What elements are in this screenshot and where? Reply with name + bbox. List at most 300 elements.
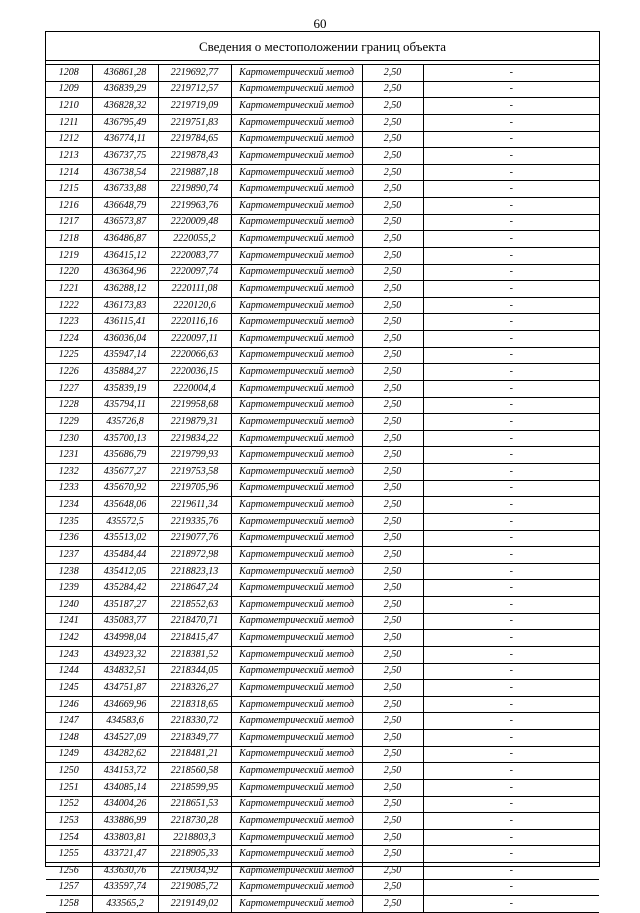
table-row [46, 231, 599, 248]
description-cell: - [423, 397, 599, 414]
y-coordinate-cell: 2219712,57 [158, 81, 231, 98]
y-coordinate-cell: 2219751,83 [158, 114, 231, 131]
y-coordinate-cell: 2219878,43 [158, 148, 231, 165]
description-cell: - [423, 713, 599, 730]
table-row [46, 247, 599, 264]
method-cell: Картометрический метод [231, 696, 362, 713]
table-row [46, 663, 599, 680]
method-cell: Картометрический метод [231, 414, 362, 431]
description-cell: - [423, 148, 599, 165]
description-cell: - [423, 630, 599, 647]
x-coordinate-cell: 433803,81 [92, 829, 158, 846]
table-row [46, 98, 599, 115]
table-row [46, 530, 599, 547]
description-cell: - [423, 430, 599, 447]
document-frame [45, 31, 600, 910]
accuracy-cell: 2,50 [362, 364, 423, 381]
point-number-cell: 1215 [46, 181, 92, 198]
method-cell: Картометрический метод [231, 547, 362, 564]
table-row [46, 430, 599, 447]
y-coordinate-cell: 2220004,4 [158, 380, 231, 397]
y-coordinate-cell: 2218905,33 [158, 846, 231, 863]
x-coordinate-cell: 433886,99 [92, 813, 158, 830]
method-cell: Картометрический метод [231, 380, 362, 397]
table-row [46, 863, 599, 880]
y-coordinate-cell: 2219958,68 [158, 397, 231, 414]
method-cell: Картометрический метод [231, 863, 362, 880]
accuracy-cell: 2,50 [362, 464, 423, 481]
x-coordinate-cell: 436737,75 [92, 148, 158, 165]
accuracy-cell: 2,50 [362, 563, 423, 580]
point-number-cell: 1236 [46, 530, 92, 547]
table-row [46, 630, 599, 647]
point-number-cell: 1224 [46, 331, 92, 348]
y-coordinate-cell: 2218552,63 [158, 597, 231, 614]
y-coordinate-cell: 2219963,76 [158, 198, 231, 215]
accuracy-cell: 2,50 [362, 480, 423, 497]
description-cell: - [423, 563, 599, 580]
table-row [46, 480, 599, 497]
accuracy-cell: 2,50 [362, 779, 423, 796]
table-row [46, 497, 599, 514]
table-row [46, 131, 599, 148]
description-cell: - [423, 513, 599, 530]
y-coordinate-cell: 2218344,05 [158, 663, 231, 680]
description-cell: - [423, 813, 599, 830]
description-cell: - [423, 447, 599, 464]
accuracy-cell: 2,50 [362, 696, 423, 713]
description-cell: - [423, 247, 599, 264]
table-row [46, 281, 599, 298]
y-coordinate-cell: 2219879,31 [158, 414, 231, 431]
y-coordinate-cell: 2218560,58 [158, 763, 231, 780]
method-cell: Картометрический метод [231, 148, 362, 165]
point-number-cell: 1247 [46, 713, 92, 730]
coordinates-table-wrapper [46, 64, 599, 913]
x-coordinate-cell: 436774,11 [92, 131, 158, 148]
y-coordinate-cell: 2219034,92 [158, 863, 231, 880]
method-cell: Картометрический метод [231, 198, 362, 215]
x-coordinate-cell: 434583,6 [92, 713, 158, 730]
point-number-cell: 1214 [46, 164, 92, 181]
method-cell: Картометрический метод [231, 763, 362, 780]
point-number-cell: 1220 [46, 264, 92, 281]
point-number-cell: 1212 [46, 131, 92, 148]
method-cell: Картометрический метод [231, 713, 362, 730]
method-cell: Картометрический метод [231, 846, 362, 863]
table-row [46, 464, 599, 481]
x-coordinate-cell: 434153,72 [92, 763, 158, 780]
y-coordinate-cell: 2220009,48 [158, 214, 231, 231]
y-coordinate-cell: 2219077,76 [158, 530, 231, 547]
description-cell: - [423, 314, 599, 331]
table-row [46, 397, 599, 414]
point-number-cell: 1258 [46, 896, 92, 913]
accuracy-cell: 2,50 [362, 597, 423, 614]
y-coordinate-cell: 2220097,11 [158, 331, 231, 348]
description-cell: - [423, 414, 599, 431]
method-cell: Картометрический метод [231, 264, 362, 281]
point-number-cell: 1228 [46, 397, 92, 414]
table-row [46, 347, 599, 364]
method-cell: Картометрический метод [231, 247, 362, 264]
accuracy-cell: 2,50 [362, 164, 423, 181]
point-number-cell: 1221 [46, 281, 92, 298]
x-coordinate-cell: 435947,14 [92, 347, 158, 364]
accuracy-cell: 2,50 [362, 331, 423, 348]
x-coordinate-cell: 434527,09 [92, 730, 158, 747]
accuracy-cell: 2,50 [362, 896, 423, 913]
table-row [46, 164, 599, 181]
accuracy-cell: 2,50 [362, 447, 423, 464]
method-cell: Картометрический метод [231, 397, 362, 414]
x-coordinate-cell: 434751,87 [92, 680, 158, 697]
accuracy-cell: 2,50 [362, 81, 423, 98]
point-number-cell: 1242 [46, 630, 92, 647]
y-coordinate-cell: 2219611,34 [158, 497, 231, 514]
point-number-cell: 1225 [46, 347, 92, 364]
description-cell: - [423, 796, 599, 813]
y-coordinate-cell: 2220055,2 [158, 231, 231, 248]
x-coordinate-cell: 434085,14 [92, 779, 158, 796]
y-coordinate-cell: 2218599,95 [158, 779, 231, 796]
table-row [46, 696, 599, 713]
x-coordinate-cell: 434923,32 [92, 646, 158, 663]
table-row [46, 779, 599, 796]
y-coordinate-cell: 2218730,28 [158, 813, 231, 830]
table-row [46, 297, 599, 314]
x-coordinate-cell: 434669,96 [92, 696, 158, 713]
description-cell: - [423, 281, 599, 298]
table-row [46, 813, 599, 830]
x-coordinate-cell: 435794,11 [92, 397, 158, 414]
description-cell: - [423, 763, 599, 780]
description-cell: - [423, 863, 599, 880]
description-cell: - [423, 696, 599, 713]
y-coordinate-cell: 2219784,65 [158, 131, 231, 148]
description-cell: - [423, 896, 599, 913]
description-cell: - [423, 364, 599, 381]
point-number-cell: 1223 [46, 314, 92, 331]
accuracy-cell: 2,50 [362, 214, 423, 231]
y-coordinate-cell: 2220066,63 [158, 347, 231, 364]
table-row [46, 380, 599, 397]
accuracy-cell: 2,50 [362, 380, 423, 397]
y-coordinate-cell: 2220097,74 [158, 264, 231, 281]
point-number-cell: 1237 [46, 547, 92, 564]
table-row [46, 730, 599, 747]
method-cell: Картометрический метод [231, 896, 362, 913]
x-coordinate-cell: 436364,96 [92, 264, 158, 281]
method-cell: Картометрический метод [231, 231, 362, 248]
method-cell: Картометрический метод [231, 796, 362, 813]
x-coordinate-cell: 435677,27 [92, 464, 158, 481]
x-coordinate-cell: 435284,42 [92, 580, 158, 597]
method-cell: Картометрический метод [231, 364, 362, 381]
description-cell: - [423, 331, 599, 348]
x-coordinate-cell: 436288,12 [92, 281, 158, 298]
x-coordinate-cell: 433565,2 [92, 896, 158, 913]
accuracy-cell: 2,50 [362, 846, 423, 863]
y-coordinate-cell: 2219085,72 [158, 879, 231, 896]
description-cell: - [423, 779, 599, 796]
accuracy-cell: 2,50 [362, 497, 423, 514]
method-cell: Картометрический метод [231, 98, 362, 115]
table-row [46, 563, 599, 580]
point-number-cell: 1246 [46, 696, 92, 713]
y-coordinate-cell: 2219149,02 [158, 896, 231, 913]
accuracy-cell: 2,50 [362, 181, 423, 198]
method-cell: Картометрический метод [231, 81, 362, 98]
table-row [46, 713, 599, 730]
table-row [46, 763, 599, 780]
description-cell: - [423, 198, 599, 215]
y-coordinate-cell: 2218326,27 [158, 680, 231, 697]
x-coordinate-cell: 436573,87 [92, 214, 158, 231]
y-coordinate-cell: 2220083,77 [158, 247, 231, 264]
accuracy-cell: 2,50 [362, 763, 423, 780]
description-cell: - [423, 98, 599, 115]
table-row [46, 181, 599, 198]
point-number-cell: 1232 [46, 464, 92, 481]
description-cell: - [423, 264, 599, 281]
point-number-cell: 1255 [46, 846, 92, 863]
x-coordinate-cell: 435884,27 [92, 364, 158, 381]
accuracy-cell: 2,50 [362, 663, 423, 680]
method-cell: Картометрический метод [231, 331, 362, 348]
accuracy-cell: 2,50 [362, 630, 423, 647]
description-cell: - [423, 114, 599, 131]
y-coordinate-cell: 2219799,93 [158, 447, 231, 464]
method-cell: Картометрический метод [231, 497, 362, 514]
x-coordinate-cell: 435083,77 [92, 613, 158, 630]
method-cell: Картометрический метод [231, 164, 362, 181]
method-cell: Картометрический метод [231, 613, 362, 630]
point-number-cell: 1209 [46, 81, 92, 98]
accuracy-cell: 2,50 [362, 198, 423, 215]
description-cell: - [423, 730, 599, 747]
accuracy-cell: 2,50 [362, 547, 423, 564]
table-row [46, 796, 599, 813]
description-cell: - [423, 530, 599, 547]
method-cell: Картометрический метод [231, 131, 362, 148]
x-coordinate-cell: 435572,5 [92, 513, 158, 530]
accuracy-cell: 2,50 [362, 513, 423, 530]
y-coordinate-cell: 2219890,74 [158, 181, 231, 198]
point-number-cell: 1211 [46, 114, 92, 131]
description-cell: - [423, 597, 599, 614]
x-coordinate-cell: 433721,47 [92, 846, 158, 863]
description-cell: - [423, 680, 599, 697]
method-cell: Картометрический метод [231, 563, 362, 580]
table-row [46, 65, 599, 82]
y-coordinate-cell: 2220036,15 [158, 364, 231, 381]
x-coordinate-cell: 436795,49 [92, 114, 158, 131]
y-coordinate-cell: 2220120,6 [158, 297, 231, 314]
method-cell: Картометрический метод [231, 181, 362, 198]
description-cell: - [423, 846, 599, 863]
method-cell: Картометрический метод [231, 530, 362, 547]
y-coordinate-cell: 2218381,52 [158, 646, 231, 663]
table-row [46, 414, 599, 431]
y-coordinate-cell: 2218330,72 [158, 713, 231, 730]
point-number-cell: 1256 [46, 863, 92, 880]
accuracy-cell: 2,50 [362, 281, 423, 298]
point-number-cell: 1244 [46, 663, 92, 680]
description-cell: - [423, 547, 599, 564]
y-coordinate-cell: 2219719,09 [158, 98, 231, 115]
x-coordinate-cell: 435513,02 [92, 530, 158, 547]
point-number-cell: 1250 [46, 763, 92, 780]
point-number-cell: 1229 [46, 414, 92, 431]
y-coordinate-cell: 2219335,76 [158, 513, 231, 530]
accuracy-cell: 2,50 [362, 65, 423, 82]
method-cell: Картометрический метод [231, 879, 362, 896]
table-row [46, 214, 599, 231]
method-cell: Картометрический метод [231, 630, 362, 647]
method-cell: Картометрический метод [231, 314, 362, 331]
y-coordinate-cell: 2219887,18 [158, 164, 231, 181]
description-cell: - [423, 231, 599, 248]
accuracy-cell: 2,50 [362, 580, 423, 597]
accuracy-cell: 2,50 [362, 680, 423, 697]
point-number-cell: 1248 [46, 730, 92, 747]
point-number-cell: 1249 [46, 746, 92, 763]
x-coordinate-cell: 436036,04 [92, 331, 158, 348]
y-coordinate-cell: 2219834,22 [158, 430, 231, 447]
point-number-cell: 1233 [46, 480, 92, 497]
table-row [46, 364, 599, 381]
table-body [46, 65, 599, 913]
point-number-cell: 1238 [46, 563, 92, 580]
point-number-cell: 1227 [46, 380, 92, 397]
x-coordinate-cell: 436861,28 [92, 65, 158, 82]
method-cell: Картометрический метод [231, 464, 362, 481]
y-coordinate-cell: 2218651,53 [158, 796, 231, 813]
description-cell: - [423, 65, 599, 82]
y-coordinate-cell: 2218415,47 [158, 630, 231, 647]
description-cell: - [423, 663, 599, 680]
method-cell: Картометрический метод [231, 597, 362, 614]
method-cell: Картометрический метод [231, 297, 362, 314]
accuracy-cell: 2,50 [362, 264, 423, 281]
point-number-cell: 1217 [46, 214, 92, 231]
point-number-cell: 1230 [46, 430, 92, 447]
x-coordinate-cell: 436828,32 [92, 98, 158, 115]
point-number-cell: 1210 [46, 98, 92, 115]
accuracy-cell: 2,50 [362, 247, 423, 264]
x-coordinate-cell: 433630,76 [92, 863, 158, 880]
accuracy-cell: 2,50 [362, 148, 423, 165]
point-number-cell: 1240 [46, 597, 92, 614]
accuracy-cell: 2,50 [362, 879, 423, 896]
x-coordinate-cell: 436486,87 [92, 231, 158, 248]
description-cell: - [423, 646, 599, 663]
point-number-cell: 1251 [46, 779, 92, 796]
accuracy-cell: 2,50 [362, 98, 423, 115]
table-row [46, 264, 599, 281]
y-coordinate-cell: 2220116,16 [158, 314, 231, 331]
method-cell: Картометрический метод [231, 680, 362, 697]
table-row [46, 81, 599, 98]
table-row [46, 879, 599, 896]
description-cell: - [423, 497, 599, 514]
point-number-cell: 1226 [46, 364, 92, 381]
method-cell: Картометрический метод [231, 663, 362, 680]
point-number-cell: 1234 [46, 497, 92, 514]
table-row [46, 447, 599, 464]
x-coordinate-cell: 434282,62 [92, 746, 158, 763]
table-row [46, 331, 599, 348]
table-row [46, 597, 599, 614]
method-cell: Картометрический метод [231, 646, 362, 663]
x-coordinate-cell: 433597,74 [92, 879, 158, 896]
x-coordinate-cell: 434004,26 [92, 796, 158, 813]
table-row [46, 148, 599, 165]
y-coordinate-cell: 2218349,77 [158, 730, 231, 747]
table-row [46, 547, 599, 564]
y-coordinate-cell: 2218481,21 [158, 746, 231, 763]
x-coordinate-cell: 435412,05 [92, 563, 158, 580]
accuracy-cell: 2,50 [362, 796, 423, 813]
description-cell: - [423, 380, 599, 397]
y-coordinate-cell: 2219705,96 [158, 480, 231, 497]
x-coordinate-cell: 435187,27 [92, 597, 158, 614]
x-coordinate-cell: 436738,54 [92, 164, 158, 181]
accuracy-cell: 2,50 [362, 114, 423, 131]
method-cell: Картометрический метод [231, 281, 362, 298]
accuracy-cell: 2,50 [362, 746, 423, 763]
accuracy-cell: 2,50 [362, 397, 423, 414]
point-number-cell: 1213 [46, 148, 92, 165]
y-coordinate-cell: 2219692,77 [158, 65, 231, 82]
point-number-cell: 1243 [46, 646, 92, 663]
table-row [46, 613, 599, 630]
accuracy-cell: 2,50 [362, 730, 423, 747]
point-number-cell: 1252 [46, 796, 92, 813]
x-coordinate-cell: 434832,51 [92, 663, 158, 680]
method-cell: Картометрический метод [231, 214, 362, 231]
table-row [46, 746, 599, 763]
method-cell: Картометрический метод [231, 114, 362, 131]
point-number-cell: 1257 [46, 879, 92, 896]
description-cell: - [423, 164, 599, 181]
method-cell: Картометрический метод [231, 813, 362, 830]
y-coordinate-cell: 2219753,58 [158, 464, 231, 481]
point-number-cell: 1219 [46, 247, 92, 264]
table-row [46, 513, 599, 530]
x-coordinate-cell: 436839,29 [92, 81, 158, 98]
description-cell: - [423, 613, 599, 630]
accuracy-cell: 2,50 [362, 713, 423, 730]
point-number-cell: 1216 [46, 198, 92, 215]
x-coordinate-cell: 435839,19 [92, 380, 158, 397]
method-cell: Картометрический метод [231, 65, 362, 82]
description-cell: - [423, 81, 599, 98]
method-cell: Картометрический метод [231, 746, 362, 763]
method-cell: Картометрический метод [231, 779, 362, 796]
description-cell: - [423, 580, 599, 597]
table-row [46, 114, 599, 131]
description-cell: - [423, 464, 599, 481]
accuracy-cell: 2,50 [362, 863, 423, 880]
accuracy-cell: 2,50 [362, 347, 423, 364]
accuracy-cell: 2,50 [362, 231, 423, 248]
accuracy-cell: 2,50 [362, 430, 423, 447]
description-cell: - [423, 297, 599, 314]
point-number-cell: 1245 [46, 680, 92, 697]
x-coordinate-cell: 436415,12 [92, 247, 158, 264]
